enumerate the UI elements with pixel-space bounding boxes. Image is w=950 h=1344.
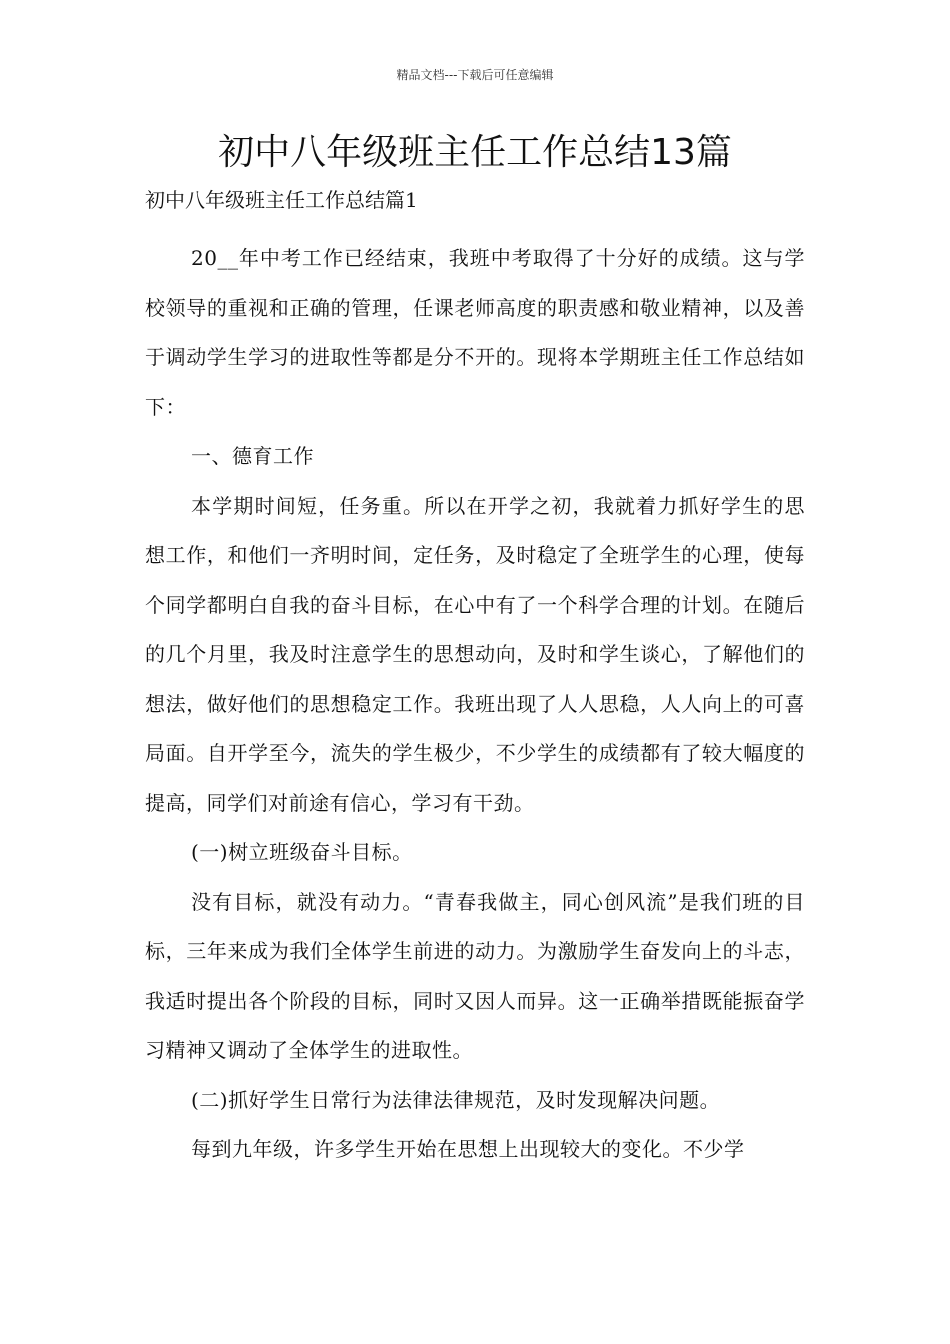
paragraph: 本学期时间短，任务重。所以在开学之初，我就着力抓好学生的思想工作，和他们一齐明时间，定任务，及时稳定了全班学生的心理，使每个同学都明白自我的奋斗目标，在心中有了一个科学合理的计划。在随后的几个月里，我及时注意学生的思想动向，及时和学生谈心，了解他们的想法，做好他们的思想稳定工作。我班出现了人人思稳，人人向上的可喜局面。自开学至今，流失的学生极少，不少学生的成绩都有了较大幅度的提高，同学们对前途有信心，学习有干劲。 <box>145 493 805 815</box>
subsection-heading: (二)抓好学生日常行为法律法律规范，及时发现解决问题。 <box>191 1087 721 1112</box>
header-note: 精品文档---下载后可任意编辑 <box>396 68 554 82</box>
document-body <box>145 183 805 1175</box>
paragraph: 20__年中考工作已经结束，我班中考取得了十分好的成绩。这与学校领导的重视和正确的管理，任课老师高度的职责感和敬业精神，以及善于调动学生学习的进取性等都是分不开的。现将本学期班主任工作总结如下： <box>145 246 805 419</box>
document-title: 初中八年级班主任工作总结13篇 <box>218 132 732 173</box>
section-heading: 一、德育工作 <box>191 444 314 468</box>
paragraph: 没有目标，就没有动力。“青春我做主，同心创风流”是我们班的目标，三年来成为我们全体学生前进的动力。为激励学生奋发向上的斗志，我适时提出各个阶段的目标，同时又因人而异。这一正确举措既能振奋学习精神又调动了全体学生的进取性。 <box>145 889 805 1062</box>
subsection-heading: (一)树立班级奋斗目标。 <box>191 840 413 864</box>
section-subtitle: 初中八年级班主任工作总结篇1 <box>145 188 418 212</box>
paragraph: 每到九年级，许多学生开始在思想上出现较大的变化。不少学 <box>191 1137 745 1161</box>
